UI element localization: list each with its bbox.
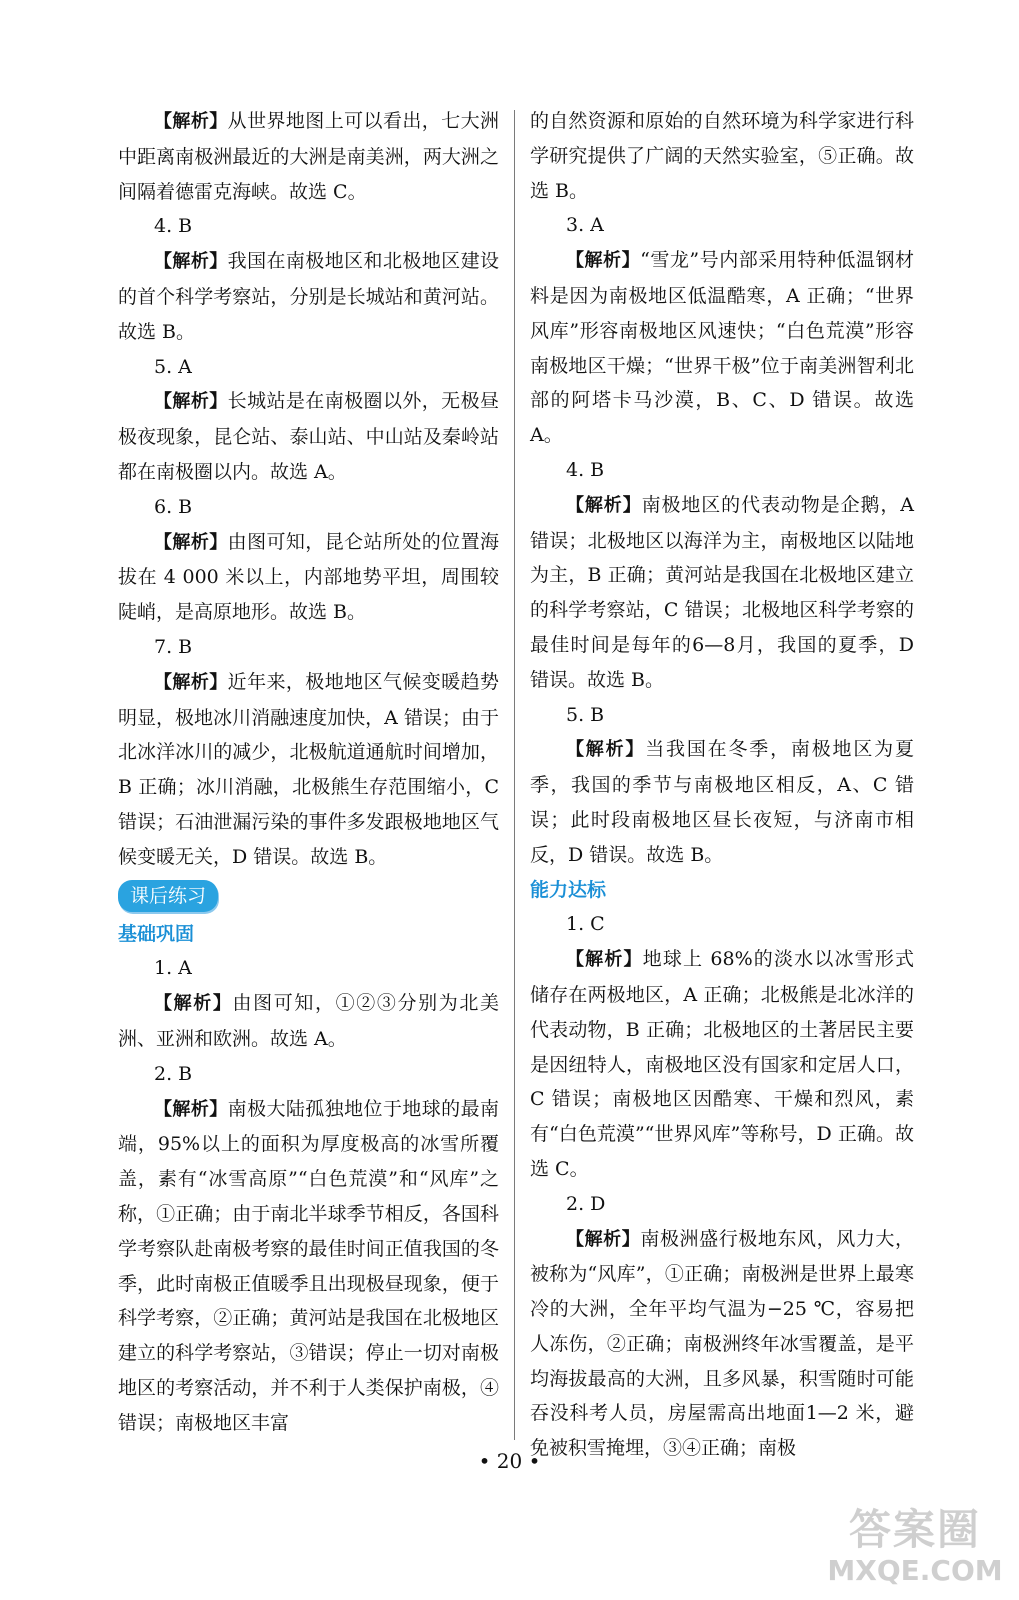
analysis-tag: 【解析】: [154, 671, 228, 693]
pill-heading-wrap: [118, 875, 499, 917]
page-number: • 20 •: [478, 1449, 541, 1473]
column-divider: [514, 110, 515, 1440]
explanation-paragraph: [118, 525, 499, 630]
answer-label: 7. B: [154, 635, 193, 658]
explanation-paragraph: [530, 942, 914, 1187]
explanation-paragraph: [530, 1222, 914, 1467]
paragraph-text: 南极地区的代表动物是企鹅，A 错误；北极地区以海洋为主，南极地区以陆地为主，B 正确；黄河站是我国在北极地区建立的科学考察站，C 错误；北极地区科学考察的最佳时间是每年的6—8月，我国的夏季，D 错误。故选 B。: [530, 493, 914, 691]
answer-label: 4. B: [154, 215, 193, 238]
analysis-tag: 【解析】: [566, 250, 641, 272]
paragraph-text: 由图可知，昆仑站所处的位置海拔在 4 000 米以上，内部地势平坦，周围较陡峭，是高原地形。故选 B。: [118, 530, 499, 624]
paragraph-text: 近年来，极地地区气候变暖趋势明显，极地冰川消融速度加快，A 错误；由于北冰洋冰川的减少，北极航道通航时间增加，B 正确；冰川消融，北极熊生存范围缩小，C 错误；石油泄漏污染的事件多发跟极地地区气候变暖无关，D 错误。故选 B。: [118, 670, 499, 868]
watermark-logo: [820, 1505, 1010, 1593]
analysis-tag: 【解析】: [566, 949, 643, 971]
analysis-tag: 【解析】: [566, 494, 642, 516]
answer-label: 5. B: [566, 703, 605, 726]
answer-label: 1. A: [154, 957, 192, 980]
explanation-paragraph: [530, 104, 914, 208]
paragraph-text: 由图可知，①②③分别为北美洲、亚洲和欧洲。故选 A。: [118, 992, 499, 1050]
section-heading: 能力达标: [530, 878, 607, 901]
watermark-text: 答案圈: [848, 1505, 981, 1554]
paragraph-text: “雪龙”号内部采用特种低温钢材料是因为南极地区低温酷寒，A 正确；“世界风库”形容南极地区风速快；“白色荒漠”形容南极地区干燥；“世界干极”位于南美洲智利北部的阿塔卡马沙漠，B、C、D 错误。故选 A。: [530, 249, 914, 447]
watermark-url: MXQE.COM: [827, 1554, 1003, 1587]
analysis-tag: 【解析】: [154, 1098, 228, 1120]
answer-label: 1. C: [566, 913, 605, 936]
explanation-paragraph: [118, 1092, 499, 1441]
explanation-paragraph: [118, 244, 499, 349]
paragraph-text: 当我国在冬季，南极地区为夏季，我国的季节与南极地区相反，A、C 错误；此时段南极地区昼长夜短，与济南市相反，D 错误。故选 B。: [530, 738, 914, 866]
explanation-paragraph: [530, 732, 914, 872]
right-column: [530, 104, 914, 1466]
explanation-paragraph: [118, 104, 499, 209]
analysis-tag: 【解析】: [154, 993, 233, 1015]
explanation-paragraph: [118, 986, 499, 1057]
analysis-tag: 【解析】: [154, 531, 228, 553]
analysis-tag: 【解析】: [154, 251, 228, 273]
explanation-paragraph: [530, 243, 914, 453]
section-heading: 基础巩固: [118, 922, 195, 945]
section-pill-heading: 课后练习: [118, 880, 218, 912]
paragraph-text: 地球上 68%的淡水以冰雪形式储存在两极地区，A 正确；北极熊是北冰洋的代表动物，B 正确；北极地区的土著居民主要是因纽特人，南极地区没有国家和定居人口，C 错误；南极地区因酷寒、干燥和烈风，素有“白色荒漠”“世界风库”等称号，D 正确。故选 C。: [530, 948, 914, 1180]
answer-label: 4. B: [566, 458, 605, 481]
paragraph-text: 从世界地图上可以看出，七大洲中距离南极洲最近的大洲是南美洲，两大洲之间隔着德雷克海峡。故选 C。: [118, 110, 499, 203]
analysis-tag: 【解析】: [154, 391, 228, 413]
analysis-tag: 【解析】: [566, 1228, 641, 1250]
answer-label: 6. B: [154, 495, 193, 518]
answer-label: 5. A: [154, 355, 192, 378]
answer-label: 3. A: [566, 214, 604, 237]
paragraph-text: 的自然资源和原始的自然环境为科学家进行科学研究提供了广阔的天然实验室，⑤正确。故选 B。: [530, 110, 914, 202]
analysis-tag: 【解析】: [566, 739, 646, 761]
explanation-paragraph: [118, 384, 499, 489]
paragraph-text: 南极大陆孤独地位于地球的最南端，95%以上的面积为厚度极高的冰雪所覆盖，素有“冰雪高原”“白色荒漠”和“风库”之称，①正确；由于南北半球季节相反，各国科学考察队赴南极考察的最佳时间正值我国的冬季，此时南极正值暖季且出现极昼现象，便于科学考察，②正确；黄河站是我国在北极地区建立的科学考察站，③错误；停止一切对南极地区的考察活动，并不利于人类保护南极，④错误；南极地区丰富: [118, 1097, 499, 1434]
left-column: [118, 104, 499, 1440]
explanation-paragraph: [118, 665, 499, 875]
paragraph-text: 南极洲盛行极地东风，风力大，被称为“风库”，①正确；南极洲是世界上最寒冷的大洲，全年平均气温为−25 ℃，容易把人冻伤，②正确；南极洲终年冰雪覆盖，是平均海拔最高的大洲，且多风暴，积雪随时可能吞没科考人员，房屋需高出地面1—2 米，避免被积雪掩埋，③④正确；南极: [530, 1227, 914, 1460]
paragraph-text: 长城站是在南极圈以外，无极昼极夜现象，昆仑站、泰山站、中山站及秦岭站都在南极圈以内。故选 A。: [118, 390, 499, 483]
paragraph-text: 我国在南极地区和北极地区建设的首个科学考察站，分别是长城站和黄河站。故选 B。: [118, 250, 499, 343]
answer-label: 2. B: [154, 1062, 193, 1085]
explanation-paragraph: [530, 488, 914, 698]
analysis-tag: 【解析】: [154, 111, 228, 132]
answer-label: 2. D: [566, 1192, 606, 1215]
